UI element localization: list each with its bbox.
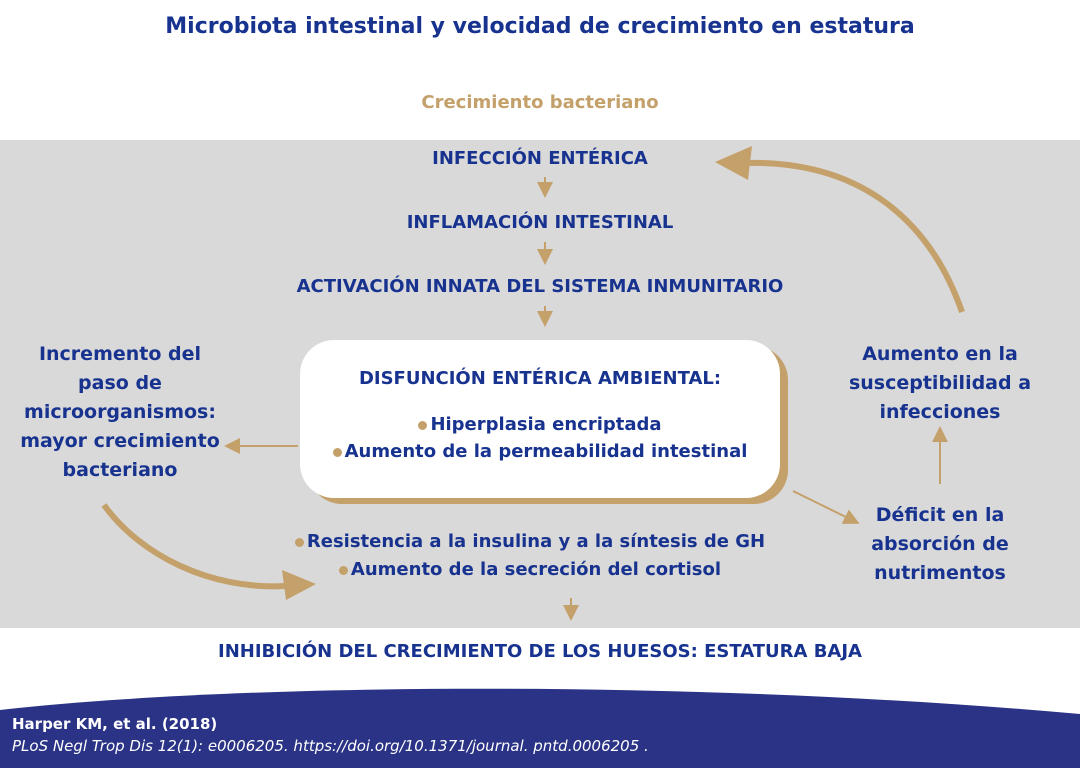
effects-list (250, 528, 810, 584)
curved-arrow-loop (745, 163, 962, 312)
arrow-to-deficit (793, 491, 856, 522)
effect-item: Aumento de la secreción del cortisol (250, 556, 810, 584)
effect-item: Resistencia a la insulina y a la síntesis de GH (250, 528, 810, 556)
step-intestinal-inflammation: INFLAMACIÓN INTESTINAL (406, 212, 674, 233)
subtitle: Crecimiento bacteriano (421, 92, 659, 113)
citation-reference: PLoS Negl Trop Dis 12(1): e0006205. https://doi.org/10.1371/journal. pntd.0006205 . (12, 737, 649, 755)
box-heading: DISFUNCIÓN ENTÉRICA AMBIENTAL: (358, 368, 722, 389)
bullet-item: Aumento de la permeabilidad intestinal (300, 438, 780, 465)
bullet-dot-icon (418, 421, 427, 430)
bullet-dot-icon (295, 538, 304, 547)
page-title: Microbiota intestinal y velocidad de crecimiento en estatura (165, 14, 915, 39)
step-enteric-infection: INFECCIÓN ENTÉRICA (432, 148, 648, 169)
left-text: Incremento del paso de microorganismos: mayor crecimiento bacteriano (20, 343, 220, 481)
bullet-dot-icon (333, 448, 342, 457)
step-innate-immune-activation: ACTIVACIÓN INNATA DEL SISTEMA INMUNITARIO (296, 276, 784, 297)
citation-authors: Harper KM, et al. (2018) (12, 715, 218, 733)
bullet-dot-icon (339, 566, 348, 575)
right-top-text: Aumento en la susceptibilidad a infecciones (848, 343, 1032, 423)
right-bottom-text: Déficit en la absorción de nutrimentos (871, 504, 1009, 584)
enteric-dysfunction-box (300, 340, 780, 498)
outcome: INHIBICIÓN DEL CRECIMIENTO DE LOS HUESOS: ESTATURA BAJA (218, 641, 862, 662)
bullet-item: Hiperplasia encriptada (300, 411, 780, 438)
